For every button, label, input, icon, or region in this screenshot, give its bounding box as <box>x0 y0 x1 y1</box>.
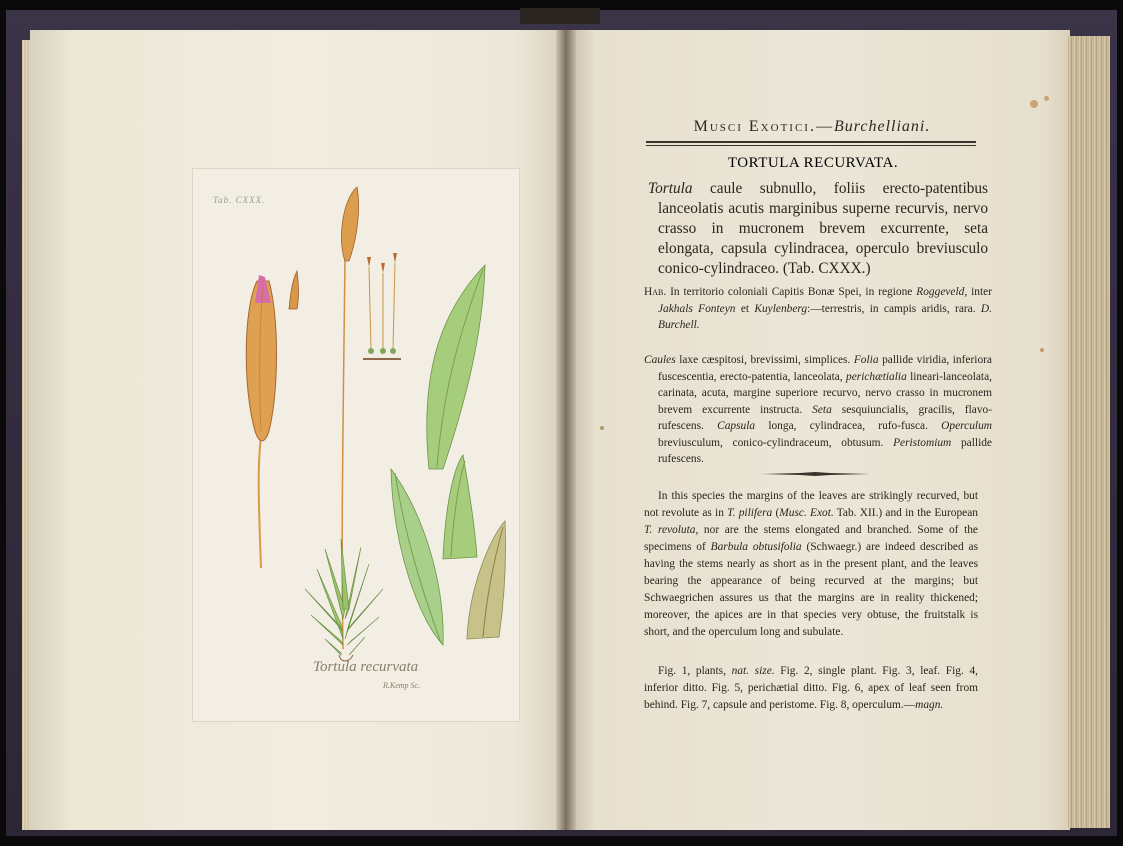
fig7-capsule <box>246 275 276 568</box>
figures-paragraph <box>644 663 978 714</box>
remarks-text: In this species the margins of the leaves are strikingly recurved, but not revolute as in <box>644 490 978 519</box>
book-spine <box>520 8 600 24</box>
foxing-spot <box>600 426 604 430</box>
description-paragraph <box>644 352 992 468</box>
plate-caption: Tortula recurvata <box>313 659 419 675</box>
remarks-text: Tab. XII.) and in the European <box>833 507 978 519</box>
species-name: Barbula obtusifolia <box>710 541 802 553</box>
desc-text: sesquiuncialis, gracilis, flavo-rufescens. <box>658 403 993 432</box>
hab-label: Hab. <box>644 286 667 298</box>
botanical-plate <box>192 168 520 722</box>
running-head <box>648 118 976 136</box>
reference-title: Musc. Exot. <box>779 507 834 519</box>
term-seta: Seta <box>812 403 832 416</box>
ornamental-rule <box>760 471 870 477</box>
desc-text: pallide viridia, inferiora fuscescentia, erecto-patentia, lanceolata, <box>658 354 992 383</box>
species-name: T. pilifera <box>727 507 773 519</box>
fig8-operculum <box>289 271 299 309</box>
desc-text: lineari-lanceolata, carinata, acuta, margine superiore recurvo, nervo crasso in mucronem brevem excurrente instructa. <box>658 370 992 416</box>
species-name: T. revoluta <box>644 524 696 536</box>
hab-text: :—terrestris, in campis aridis, rara. <box>807 302 981 315</box>
term-folia: Folia <box>853 354 879 366</box>
remarks-paragraph <box>644 488 978 641</box>
desc-text: laxe cæspitosi, brevissimi, simplices. <box>675 354 854 366</box>
habitat-paragraph <box>644 284 992 334</box>
term-operculum: Operculum <box>941 420 992 432</box>
head-rule <box>646 141 976 143</box>
desc-text: pallide rufescens. <box>658 436 992 465</box>
place-name: Roggeveld <box>916 286 965 298</box>
hab-text: et <box>735 302 755 315</box>
figures-italic: nat. size. <box>731 665 775 677</box>
running-head-title: Musci Exotici.— <box>693 118 834 135</box>
remarks-text: ( <box>772 507 780 519</box>
foxing-spot <box>1030 100 1038 108</box>
fig5-leaf <box>443 455 477 559</box>
place-name: Kuylenberg <box>754 302 808 315</box>
place-name: Jakhals Fonteyn <box>658 302 736 315</box>
hab-text: , inter <box>964 286 993 298</box>
book-gutter <box>556 30 576 830</box>
fig4-leaf <box>391 469 443 645</box>
plate-label: Tab. CXXX. <box>213 195 266 205</box>
foxing-spot <box>1040 348 1044 352</box>
remarks-text: , nor are the stems elongated and branched. Some of the specimens of <box>644 524 978 553</box>
desc-text: breviusculum, conico-cylindraceum, obtusum. <box>658 436 894 449</box>
desc-text: longa, cylindracea, rufo-fusca. <box>755 420 942 432</box>
remarks-text: (Schwaegr.) are indeed described as having the stems nearly as short as in the present plant, and the leaves bearing the appearance of being recurved at the margins; but Schwaegrichen assures us that the margins are in reality thickened; moreover, the apices are in that species very obtuse, the fruitstalk is short, and the operculum long and subulate. <box>644 541 978 638</box>
fig2-single-plant <box>305 187 383 661</box>
term-capsula: Capsula <box>717 420 756 432</box>
term-perichaetialia: perichætialia <box>846 370 907 383</box>
figures-text: Fig. 2, single plant. Fig. 3, leaf. Fig. 4, inferior ditto. Fig. 5, perichætial ditto. Fig. 6, apex of leaf seen from behind. Fig. 7, capsule and peristome. Fig. 8, operculum.— <box>644 665 979 711</box>
right-page-edges <box>1068 36 1110 828</box>
diagnosis-paragraph <box>648 179 988 279</box>
diagnosis-text: caule subnullo, foliis erecto-patentibus lanceolatis acutis marginibus superne recurvis, nervo crasso in mucronem brevem excurrente, seta elongata, capsula cylindracea, operculo breviusculo conico-cylindraceo. <box>658 180 988 277</box>
tab-reference: (Tab. CXXX.) <box>782 260 871 277</box>
fig1-plants <box>363 253 401 359</box>
fig3-leaf <box>427 265 485 469</box>
hab-text: In territorio coloniali Capitis Bonæ Spei, in regione <box>666 286 917 298</box>
species-title: TORTULA RECURVATA. <box>727 155 899 171</box>
foxing-spot <box>1044 96 1049 101</box>
running-head-subtitle: Burchelliani. <box>833 118 931 135</box>
head-rule <box>646 145 976 146</box>
genus-name: Tortula <box>648 180 693 197</box>
term-peristomium: Peristomium <box>893 436 952 449</box>
term-caules: Caules <box>644 354 676 366</box>
collector-name: D. Burchell. <box>658 302 992 331</box>
plate-engraver: R.Kemp Sc. <box>383 681 421 690</box>
figures-italic: magn. <box>915 699 944 711</box>
moss-illustration <box>193 169 519 721</box>
figures-text: Fig. 1, plants, <box>658 665 732 677</box>
